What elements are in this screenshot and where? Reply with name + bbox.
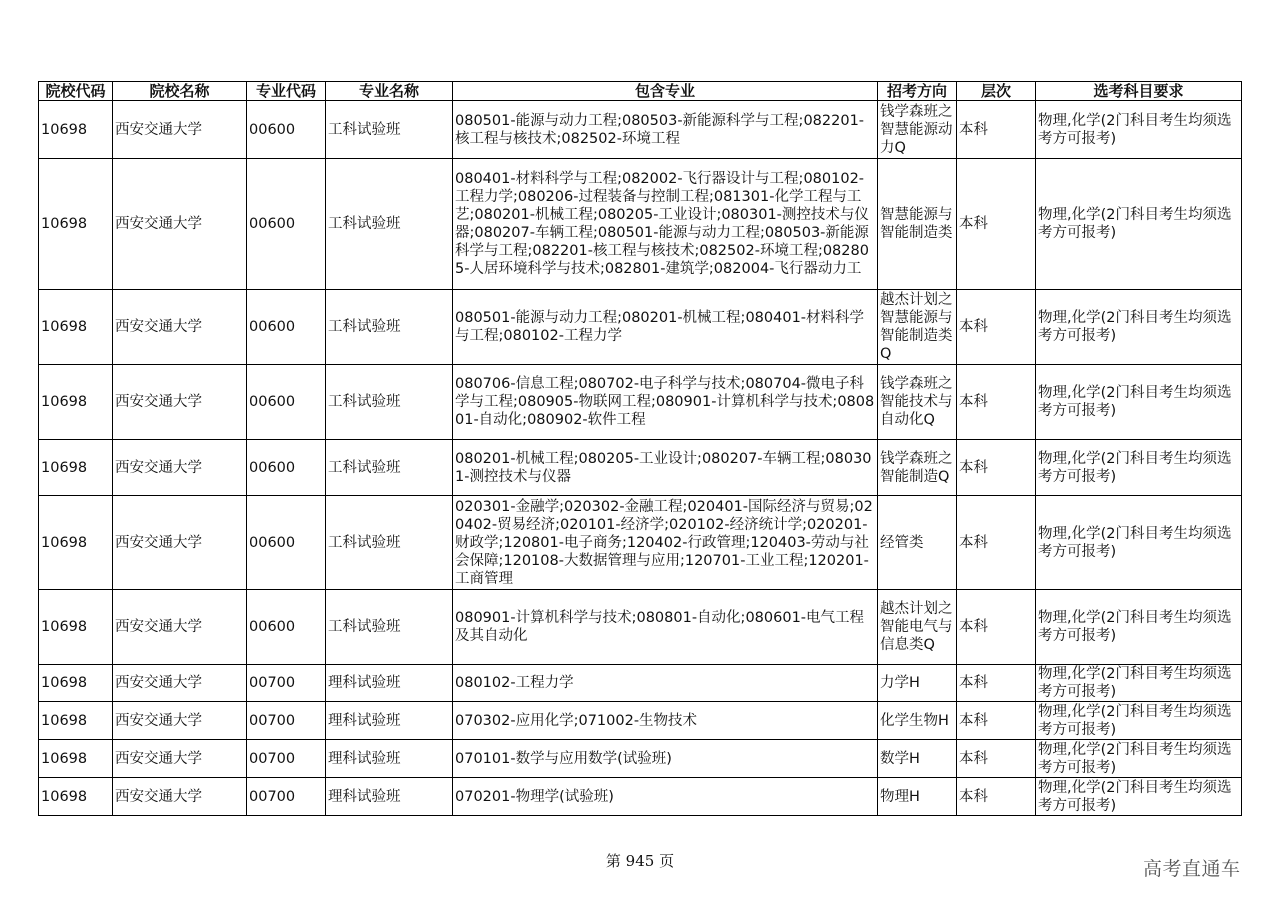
school-code-cell: 10698	[39, 440, 113, 496]
major-name-cell: 理科试验班	[326, 665, 453, 702]
major-code-cell: 00600	[247, 290, 326, 365]
level-cell: 本科	[957, 365, 1036, 440]
table-row	[39, 440, 1242, 496]
included-majors-cell: 080901-计算机科学与技术;080801-自动化;080601-电气工程及其自动化	[453, 590, 878, 665]
table-row	[39, 101, 1242, 159]
major-name-cell: 工科试验班	[326, 365, 453, 440]
included-majors-cell: 070302-应用化学;071002-生物技术	[453, 702, 878, 740]
major-name-cell: 理科试验班	[326, 702, 453, 740]
requirement-cell: 物理,化学(2门科目考生均须选考方可报考)	[1036, 101, 1242, 159]
level-cell: 本科	[957, 159, 1036, 290]
major-code-cell: 00600	[247, 440, 326, 496]
requirement-cell: 物理,化学(2门科目考生均须选考方可报考)	[1036, 778, 1242, 816]
major-name-cell: 理科试验班	[326, 778, 453, 816]
major-code-cell: 00700	[247, 778, 326, 816]
admissions-table	[38, 81, 1242, 816]
requirement-cell: 物理,化学(2门科目考生均须选考方可报考)	[1036, 290, 1242, 365]
header-level: 层次	[957, 82, 1036, 101]
included-majors-cell: 070201-物理学(试验班)	[453, 778, 878, 816]
level-cell: 本科	[957, 496, 1036, 590]
major-code-cell: 00600	[247, 365, 326, 440]
direction-cell: 越杰计划之智能电气与信息类Q	[878, 590, 957, 665]
school-code-cell: 10698	[39, 665, 113, 702]
school-name-cell: 西安交通大学	[113, 159, 247, 290]
table-row	[39, 702, 1242, 740]
included-majors-cell: 080102-工程力学	[453, 665, 878, 702]
major-code-cell: 00600	[247, 101, 326, 159]
school-code-cell: 10698	[39, 778, 113, 816]
header-school-name: 院校名称	[113, 82, 247, 101]
table-row	[39, 159, 1242, 290]
header-direction: 招考方向	[878, 82, 957, 101]
school-code-cell: 10698	[39, 496, 113, 590]
requirement-cell: 物理,化学(2门科目考生均须选考方可报考)	[1036, 159, 1242, 290]
school-name-cell: 西安交通大学	[113, 365, 247, 440]
level-cell: 本科	[957, 290, 1036, 365]
table-row	[39, 665, 1242, 702]
header-subject-requirement: 选考科目要求	[1036, 82, 1242, 101]
direction-cell: 钱学森班之智能技术与自动化Q	[878, 365, 957, 440]
header-major-code: 专业代码	[247, 82, 326, 101]
requirement-cell: 物理,化学(2门科目考生均须选考方可报考)	[1036, 665, 1242, 702]
direction-cell: 力学H	[878, 665, 957, 702]
major-code-cell: 00600	[247, 590, 326, 665]
level-cell: 本科	[957, 702, 1036, 740]
header-included-majors: 包含专业	[453, 82, 878, 101]
header-school-code: 院校代码	[39, 82, 113, 101]
header-major-name: 专业名称	[326, 82, 453, 101]
included-majors-cell: 080501-能源与动力工程;080503-新能源科学与工程;082201-核工程与核技术;082502-环境工程	[453, 101, 878, 159]
direction-cell: 钱学森班之智慧能源动力Q	[878, 101, 957, 159]
included-majors-cell: 070101-数学与应用数学(试验班)	[453, 740, 878, 778]
level-cell: 本科	[957, 590, 1036, 665]
direction-cell: 经管类	[878, 496, 957, 590]
included-majors-cell: 080201-机械工程;080205-工业设计;080207-车辆工程;080301-测控技术与仪器	[453, 440, 878, 496]
table-row	[39, 740, 1242, 778]
major-name-cell: 工科试验班	[326, 159, 453, 290]
requirement-cell: 物理,化学(2门科目考生均须选考方可报考)	[1036, 702, 1242, 740]
table-row	[39, 778, 1242, 816]
school-name-cell: 西安交通大学	[113, 702, 247, 740]
direction-cell: 数学H	[878, 740, 957, 778]
included-majors-cell: 080501-能源与动力工程;080201-机械工程;080401-材料科学与工程;080102-工程力学	[453, 290, 878, 365]
school-code-cell: 10698	[39, 740, 113, 778]
school-name-cell: 西安交通大学	[113, 101, 247, 159]
direction-cell: 物理H	[878, 778, 957, 816]
school-name-cell: 西安交通大学	[113, 496, 247, 590]
included-majors-cell: 020301-金融学;020302-金融工程;020401-国际经济与贸易;020402-贸易经济;020101-经济学;020102-经济统计学;020201-财政学;120801-电子商务;120402-行政管理;120403-劳动与社会保障;120108-大数据管理与应用;120701-工业工程;120201-工商管理	[453, 496, 878, 590]
major-name-cell: 工科试验班	[326, 290, 453, 365]
school-name-cell: 西安交通大学	[113, 440, 247, 496]
requirement-cell: 物理,化学(2门科目考生均须选考方可报考)	[1036, 496, 1242, 590]
major-code-cell: 00700	[247, 740, 326, 778]
school-name-cell: 西安交通大学	[113, 290, 247, 365]
school-code-cell: 10698	[39, 290, 113, 365]
table-row	[39, 496, 1242, 590]
school-code-cell: 10698	[39, 702, 113, 740]
level-cell: 本科	[957, 740, 1036, 778]
table-row	[39, 290, 1242, 365]
header-row	[39, 82, 1242, 101]
included-majors-cell: 080706-信息工程;080702-电子科学与技术;080704-微电子科学与工程;080905-物联网工程;080901-计算机科学与技术;080801-自动化;080902-软件工程	[453, 365, 878, 440]
school-name-cell: 西安交通大学	[113, 778, 247, 816]
level-cell: 本科	[957, 778, 1036, 816]
school-code-cell: 10698	[39, 365, 113, 440]
major-name-cell: 工科试验班	[326, 440, 453, 496]
school-name-cell: 西安交通大学	[113, 665, 247, 702]
direction-cell: 越杰计划之智慧能源与智能制造类Q	[878, 290, 957, 365]
school-name-cell: 西安交通大学	[113, 590, 247, 665]
level-cell: 本科	[957, 440, 1036, 496]
major-name-cell: 工科试验班	[326, 101, 453, 159]
major-code-cell: 00600	[247, 159, 326, 290]
major-code-cell: 00700	[247, 665, 326, 702]
school-code-cell: 10698	[39, 101, 113, 159]
school-code-cell: 10698	[39, 159, 113, 290]
level-cell: 本科	[957, 101, 1036, 159]
table-row	[39, 590, 1242, 665]
school-code-cell: 10698	[39, 590, 113, 665]
major-name-cell: 工科试验班	[326, 496, 453, 590]
major-code-cell: 00600	[247, 496, 326, 590]
direction-cell: 钱学森班之智能制造Q	[878, 440, 957, 496]
major-code-cell: 00700	[247, 702, 326, 740]
direction-cell: 化学生物H	[878, 702, 957, 740]
major-name-cell: 工科试验班	[326, 590, 453, 665]
table-row	[39, 365, 1242, 440]
watermark: 高考直通车	[1143, 858, 1241, 880]
major-name-cell: 理科试验班	[326, 740, 453, 778]
requirement-cell: 物理,化学(2门科目考生均须选考方可报考)	[1036, 590, 1242, 665]
requirement-cell: 物理,化学(2门科目考生均须选考方可报考)	[1036, 440, 1242, 496]
included-majors-cell: 080401-材料科学与工程;082002-飞行器设计与工程;080102-工程力学;080206-过程装备与控制工程;081301-化学工程与工艺;080201-机械工程;080205-工业设计;080301-测控技术与仪器;080207-车辆工程;080501-能源与动力工程;080503-新能源科学与工程;082201-核工程与核技术;082502-环境工程;082805-人居环境科学与技术;082801-建筑学;082004-飞行器动力工	[453, 159, 878, 290]
level-cell: 本科	[957, 665, 1036, 702]
direction-cell: 智慧能源与智能制造类	[878, 159, 957, 290]
school-name-cell: 西安交通大学	[113, 740, 247, 778]
requirement-cell: 物理,化学(2门科目考生均须选考方可报考)	[1036, 740, 1242, 778]
requirement-cell: 物理,化学(2门科目考生均须选考方可报考)	[1036, 365, 1242, 440]
page-number: 第 945 页	[605, 852, 675, 870]
